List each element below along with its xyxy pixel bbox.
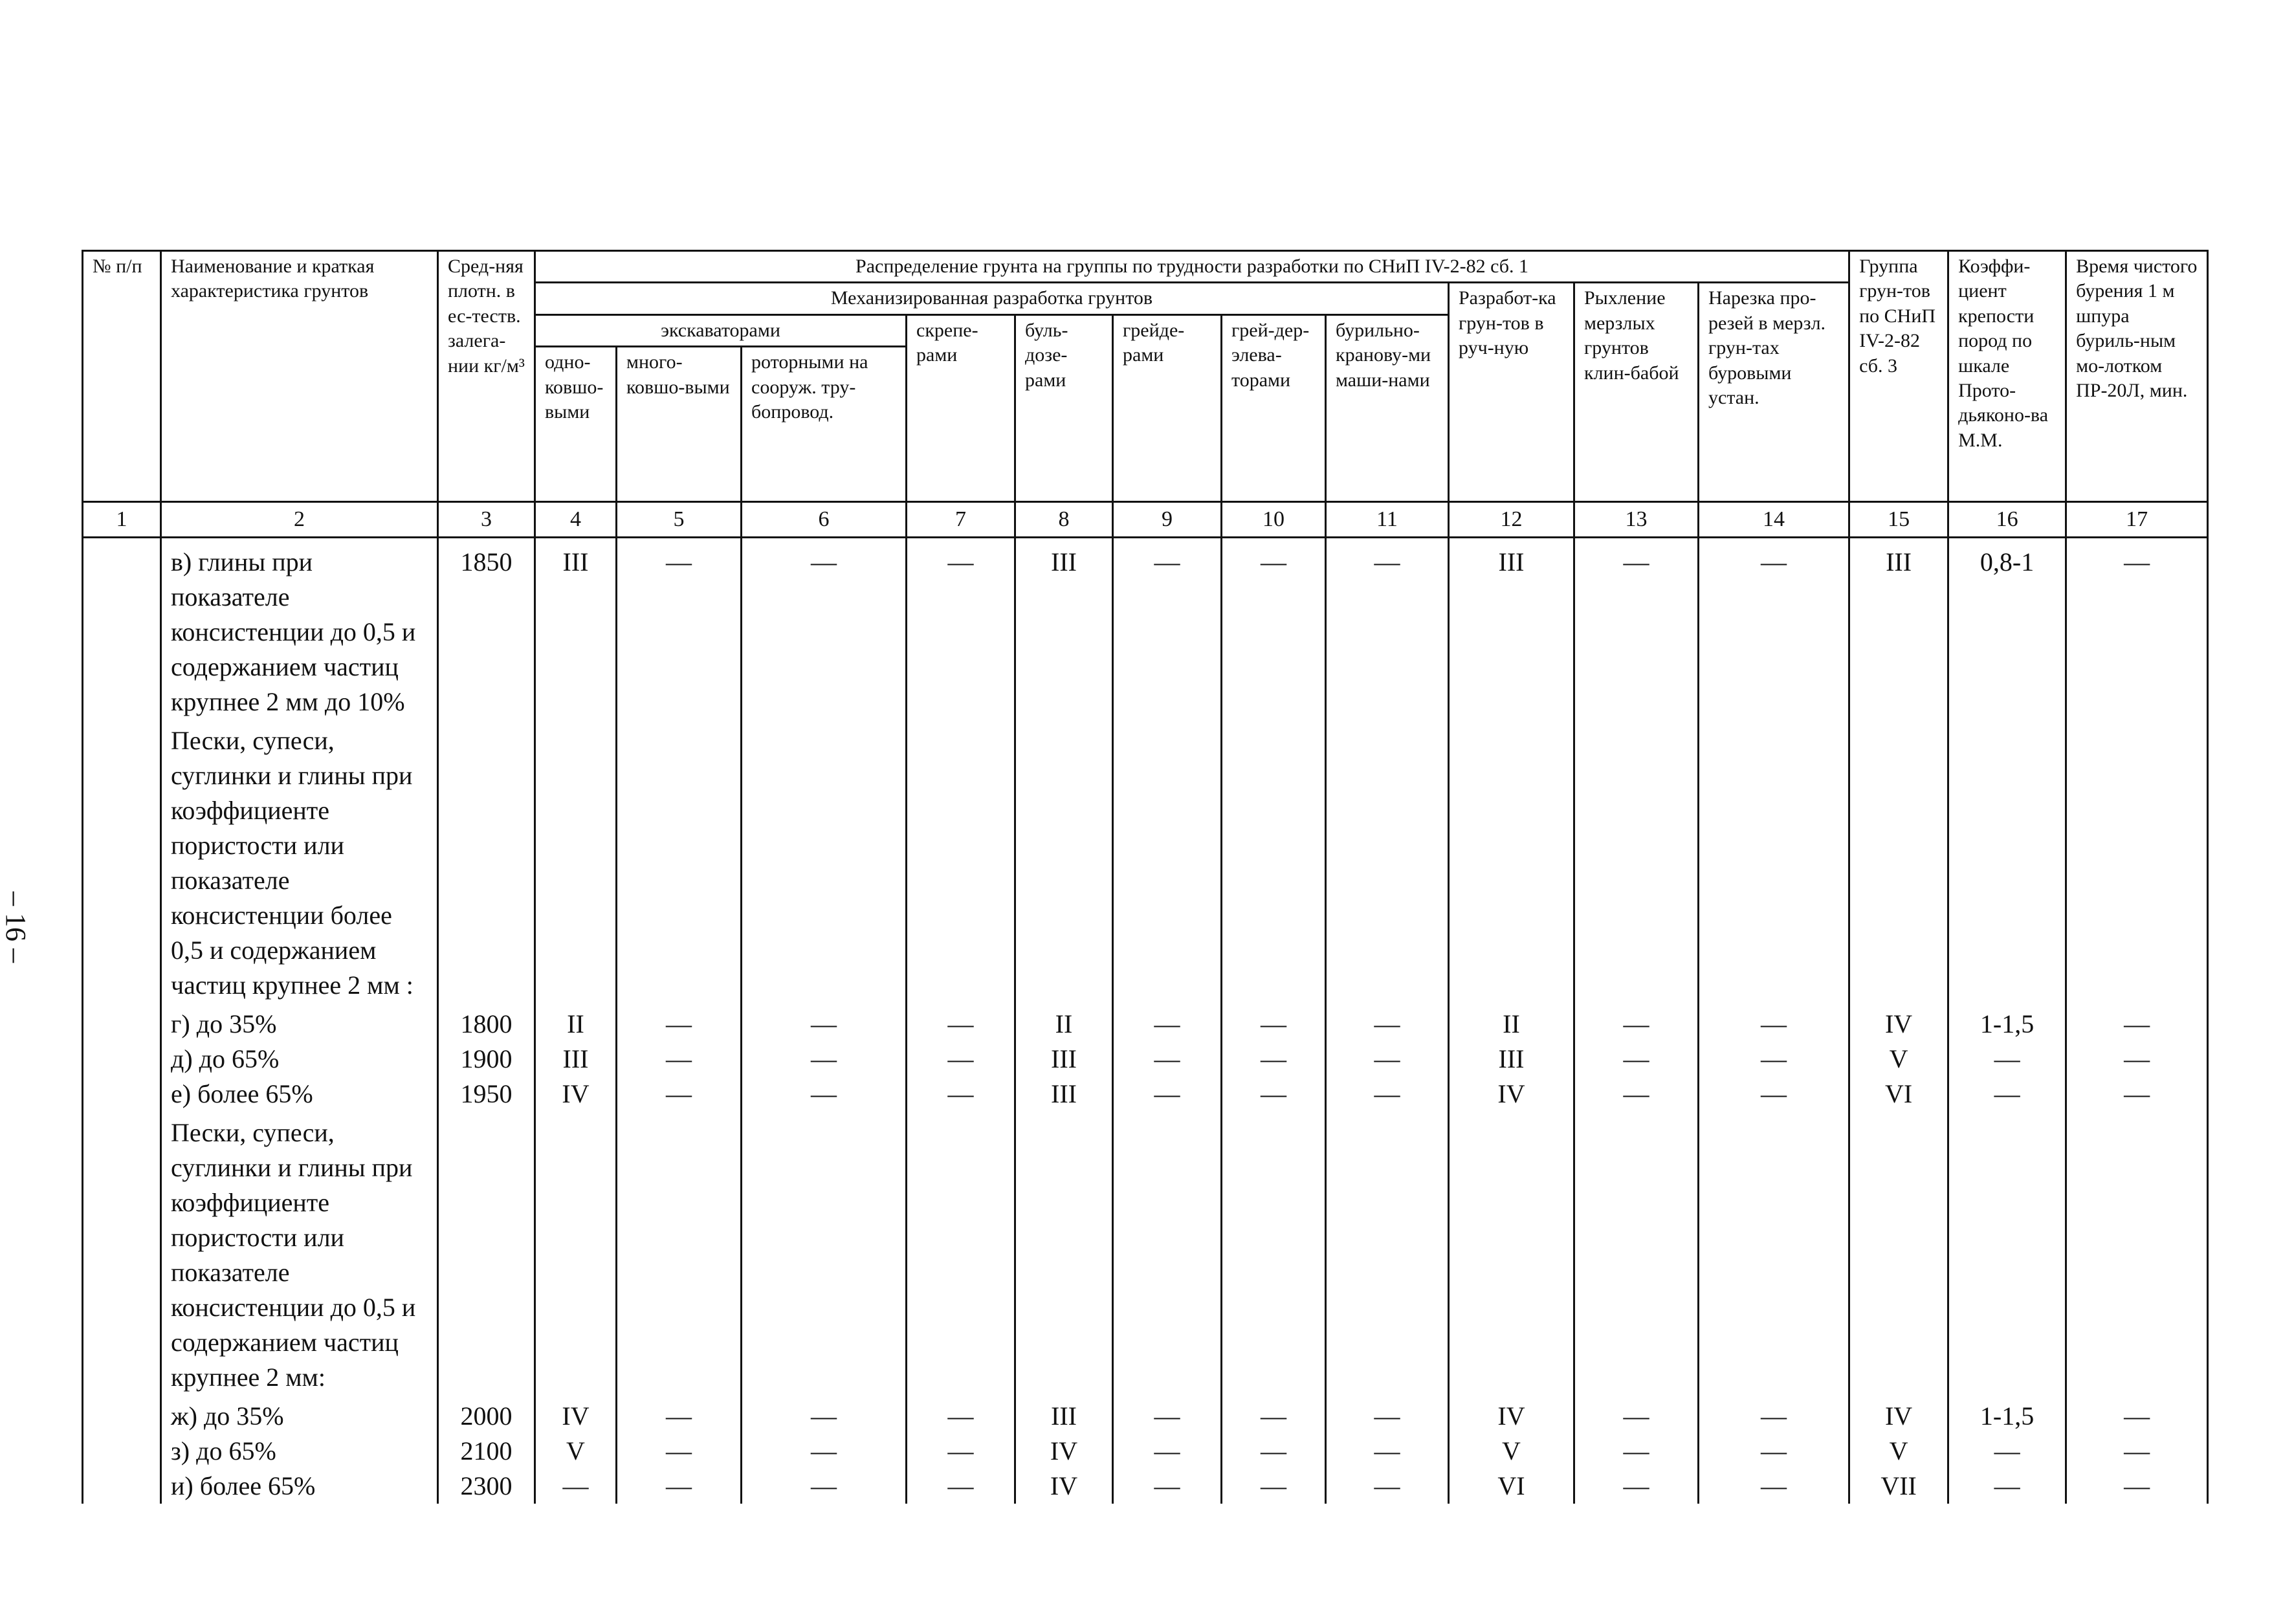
group-value-c12: V — [1449, 1434, 1574, 1469]
header-drill-crane: бурильно-кранову-ми маши-нами — [1326, 314, 1449, 501]
group-value-c11: — — [1326, 1434, 1449, 1469]
density-value: 2000 — [438, 1399, 535, 1434]
table-row — [83, 1042, 2208, 1077]
header-number: № п/п — [83, 251, 161, 502]
group-value-c14: — — [1699, 1077, 1849, 1112]
group-value-c10: — — [1222, 1042, 1326, 1077]
group-value-c14: — — [1699, 538, 1849, 720]
group-value-c15: IV — [1849, 1399, 1948, 1434]
header-manual: Разработ-ка грун-тов в руч-ную — [1449, 283, 1574, 502]
row-number-cell — [83, 1042, 161, 1077]
density-value: 1900 — [438, 1042, 535, 1077]
group-value-c11: — — [1326, 1042, 1449, 1077]
group-value-c17: — — [2066, 1042, 2208, 1077]
group-value-c14 — [1699, 1112, 1849, 1399]
group-value-c6: — — [742, 1399, 907, 1434]
group-value-c5: — — [617, 538, 742, 720]
group-value-c7: — — [907, 1399, 1015, 1434]
group-value-c12: IV — [1449, 1077, 1574, 1112]
soil-description: ж) до 35% — [161, 1399, 438, 1434]
group-value-c8: III — [1015, 1399, 1113, 1434]
soil-description: з) до 65% — [161, 1434, 438, 1469]
group-value-c16 — [1948, 719, 2066, 1007]
density-value — [438, 1112, 535, 1399]
group-value-c6: — — [742, 1007, 907, 1042]
page-number: – 16 – — [0, 892, 32, 963]
column-number: 4 — [535, 502, 617, 538]
group-value-c6: — — [742, 538, 907, 720]
group-value-c14: — — [1699, 1399, 1849, 1434]
group-value-c7: — — [907, 538, 1015, 720]
group-value-c8: III — [1015, 1042, 1113, 1077]
group-value-c14 — [1699, 719, 1849, 1007]
row-number-cell — [83, 1434, 161, 1469]
group-value-c15 — [1849, 1112, 1948, 1399]
group-value-c5: — — [617, 1434, 742, 1469]
group-value-c13 — [1574, 719, 1699, 1007]
group-value-c6: — — [742, 1434, 907, 1469]
group-value-c14: — — [1699, 1434, 1849, 1469]
group-value-c8: IV — [1015, 1434, 1113, 1469]
group-value-c8: III — [1015, 1077, 1113, 1112]
row-number-cell — [83, 1399, 161, 1434]
header-frozen-cutting: Нарезка про-резей в мерзл. грун-тах буровыми устан. — [1699, 283, 1849, 502]
header-excavators: экскаваторами — [535, 314, 907, 346]
group-value-c16: 1-1,5 — [1948, 1007, 2066, 1042]
group-value-c13: — — [1574, 1007, 1699, 1042]
group-value-c9: — — [1113, 1077, 1222, 1112]
group-value-c9: — — [1113, 1007, 1222, 1042]
table-row — [83, 719, 2208, 1007]
group-value-c11: — — [1326, 1007, 1449, 1042]
group-value-c8: III — [1015, 538, 1113, 720]
group-value-c17: — — [2066, 1399, 2208, 1434]
column-number: 3 — [438, 502, 535, 538]
row-number-cell — [83, 1112, 161, 1399]
column-number-row — [83, 502, 2208, 538]
group-value-c17: — — [2066, 1434, 2208, 1469]
column-number: 14 — [1699, 502, 1849, 538]
group-value-c5: — — [617, 1469, 742, 1504]
soil-description: Пески, супеси, суглинки и глины при коэффициенте пористости или показателе консистенции до 0,5 и содержанием частиц крупнее 2 мм: — [161, 1112, 438, 1399]
group-value-c4: IV — [535, 1077, 617, 1112]
header-distribution: Распределение грунта на группы по трудности разработки по СНиП IV-2-82 сб. 1 — [535, 251, 1849, 283]
group-value-c14: — — [1699, 1007, 1849, 1042]
group-value-c17: — — [2066, 1007, 2208, 1042]
group-value-c5: — — [617, 1042, 742, 1077]
group-value-c11 — [1326, 1112, 1449, 1399]
header-grader-elevators: грей-дер-элева-торами — [1222, 314, 1326, 501]
group-value-c13: — — [1574, 538, 1699, 720]
group-value-c13 — [1574, 1112, 1699, 1399]
group-value-c5: — — [617, 1077, 742, 1112]
group-value-c17: — — [2066, 538, 2208, 720]
density-value: 1800 — [438, 1007, 535, 1042]
group-value-c17 — [2066, 719, 2208, 1007]
header-rotary: роторными на сооруж. тру-бопровод. — [742, 347, 907, 502]
group-value-c15: IV — [1849, 1007, 1948, 1042]
header-multi-bucket: много-ковшо-выми — [617, 347, 742, 502]
column-number: 17 — [2066, 502, 2208, 538]
group-value-c6: — — [742, 1077, 907, 1112]
column-number: 8 — [1015, 502, 1113, 538]
soil-description: д) до 65% — [161, 1042, 438, 1077]
header-mechanized: Механизированная разработка грунтов — [535, 283, 1449, 314]
group-value-c10: — — [1222, 538, 1326, 720]
group-value-c7: — — [907, 1469, 1015, 1504]
group-value-c7 — [907, 1112, 1015, 1399]
group-value-c6 — [742, 1112, 907, 1399]
group-value-c9 — [1113, 719, 1222, 1007]
group-value-c12: III — [1449, 538, 1574, 720]
group-value-c17: — — [2066, 1469, 2208, 1504]
header-density: Сред-няя плотн. в ес-теств. залега-нии кг/м³ — [438, 251, 535, 502]
group-value-c11: — — [1326, 1469, 1449, 1504]
density-value — [438, 719, 535, 1007]
column-number: 12 — [1449, 502, 1574, 538]
soil-description: е) более 65% — [161, 1077, 438, 1112]
group-value-c5: — — [617, 1399, 742, 1434]
header-bulldozers: буль-дозе-рами — [1015, 314, 1113, 501]
table-row — [83, 1007, 2208, 1042]
group-value-c14: — — [1699, 1042, 1849, 1077]
group-value-c4: V — [535, 1434, 617, 1469]
group-value-c14: — — [1699, 1469, 1849, 1504]
column-number: 1 — [83, 502, 161, 538]
soil-description: г) до 35% — [161, 1007, 438, 1042]
group-value-c15: VI — [1849, 1077, 1948, 1112]
group-value-c12: III — [1449, 1042, 1574, 1077]
group-value-c11 — [1326, 719, 1449, 1007]
group-value-c4 — [535, 719, 617, 1007]
group-value-c8: IV — [1015, 1469, 1113, 1504]
soil-description: в) глины при показателе консистенции до 0,5 и содержанием частиц крупнее 2 мм до 10% — [161, 538, 438, 720]
group-value-c17 — [2066, 1112, 2208, 1399]
group-value-c12 — [1449, 719, 1574, 1007]
group-value-c5: — — [617, 1007, 742, 1042]
table-row — [83, 1469, 2208, 1504]
group-value-c13: — — [1574, 1077, 1699, 1112]
table-row — [83, 1434, 2208, 1469]
group-value-c9: — — [1113, 1399, 1222, 1434]
group-value-c4: II — [535, 1007, 617, 1042]
group-value-c8 — [1015, 1112, 1113, 1399]
group-value-c15: V — [1849, 1042, 1948, 1077]
group-value-c11: — — [1326, 538, 1449, 720]
group-value-c4: III — [535, 1042, 617, 1077]
table-row — [83, 538, 2208, 720]
group-value-c17: — — [2066, 1077, 2208, 1112]
group-value-c10: — — [1222, 1077, 1326, 1112]
header-single-bucket: одно-ковшо-выми — [535, 347, 617, 502]
group-value-c16 — [1948, 1112, 2066, 1399]
header-graders: грейде-рами — [1113, 314, 1222, 501]
row-number-cell — [83, 538, 161, 720]
column-number: 11 — [1326, 502, 1449, 538]
group-value-c16: — — [1948, 1469, 2066, 1504]
group-value-c11: — — [1326, 1399, 1449, 1434]
soil-description: Пески, супеси, суглинки и глины при коэффициенте пористости или показателе консистенции более 0,5 и содержанием частиц крупнее 2 мм : — [161, 719, 438, 1007]
group-value-c10: — — [1222, 1469, 1326, 1504]
group-value-c6: — — [742, 1042, 907, 1077]
column-number: 13 — [1574, 502, 1699, 538]
row-number-cell — [83, 1469, 161, 1504]
soil-classification-table — [82, 250, 2209, 1504]
group-value-c15: V — [1849, 1434, 1948, 1469]
group-value-c9: — — [1113, 1434, 1222, 1469]
group-value-c16: 1-1,5 — [1948, 1399, 2066, 1434]
row-number-cell — [83, 1077, 161, 1112]
group-value-c16: — — [1948, 1434, 2066, 1469]
table-row — [83, 1112, 2208, 1399]
group-value-c7: — — [907, 1077, 1015, 1112]
group-value-c7: — — [907, 1042, 1015, 1077]
group-value-c12: II — [1449, 1007, 1574, 1042]
group-value-c9: — — [1113, 538, 1222, 720]
column-number: 16 — [1948, 502, 2066, 538]
group-value-c10: — — [1222, 1399, 1326, 1434]
column-number: 7 — [907, 502, 1015, 538]
group-value-c12: IV — [1449, 1399, 1574, 1434]
group-value-c7 — [907, 719, 1015, 1007]
header-soil-name: Наименование и краткая характеристика грунтов — [161, 251, 438, 502]
density-value: 1850 — [438, 538, 535, 720]
group-value-c7: — — [907, 1434, 1015, 1469]
group-value-c9: — — [1113, 1042, 1222, 1077]
group-value-c15: VII — [1849, 1469, 1948, 1504]
soil-classification-table-container — [82, 250, 2207, 1501]
group-value-c8 — [1015, 719, 1113, 1007]
group-value-c9: — — [1113, 1469, 1222, 1504]
column-number: 6 — [742, 502, 907, 538]
group-value-c4: — — [535, 1469, 617, 1504]
group-value-c10 — [1222, 1112, 1326, 1399]
group-value-c5 — [617, 1112, 742, 1399]
row-number-cell — [83, 1007, 161, 1042]
group-value-c5 — [617, 719, 742, 1007]
group-value-c12: VI — [1449, 1469, 1574, 1504]
group-value-c4 — [535, 1112, 617, 1399]
group-value-c13: — — [1574, 1042, 1699, 1077]
group-value-c13: — — [1574, 1469, 1699, 1504]
group-value-c16: — — [1948, 1077, 2066, 1112]
group-value-c16: — — [1948, 1042, 2066, 1077]
group-value-c7: — — [907, 1007, 1015, 1042]
column-number: 2 — [161, 502, 438, 538]
row-number-cell — [83, 719, 161, 1007]
group-value-c8: II — [1015, 1007, 1113, 1042]
table-row — [83, 1399, 2208, 1434]
table-row — [83, 1077, 2208, 1112]
header-hardness: Коэффи-циент крепости пород по шкале Прото-дьяконо-ва М.М. — [1948, 251, 2066, 502]
group-value-c6 — [742, 719, 907, 1007]
group-value-c16: 0,8-1 — [1948, 538, 2066, 720]
group-value-c12 — [1449, 1112, 1574, 1399]
header-frozen-loosening: Рыхление мерзлых грунтов клин-бабой — [1574, 283, 1699, 502]
group-value-c10 — [1222, 719, 1326, 1007]
header-scrapers: скрепе-рами — [907, 314, 1015, 501]
group-value-c10: — — [1222, 1007, 1326, 1042]
group-value-c6: — — [742, 1469, 907, 1504]
group-value-c4: III — [535, 538, 617, 720]
density-value: 1950 — [438, 1077, 535, 1112]
group-value-c11: — — [1326, 1077, 1449, 1112]
group-value-c15: III — [1849, 538, 1948, 720]
group-value-c13: — — [1574, 1399, 1699, 1434]
group-value-c15 — [1849, 719, 1948, 1007]
group-value-c13: — — [1574, 1434, 1699, 1469]
header-drilling-time: Время чистого бурения 1 м шпура буриль-ным мо-лотком ПР-20Л, мин. — [2066, 251, 2208, 502]
group-value-c10: — — [1222, 1434, 1326, 1469]
column-number: 15 — [1849, 502, 1948, 538]
column-number: 5 — [617, 502, 742, 538]
density-value: 2100 — [438, 1434, 535, 1469]
column-number: 9 — [1113, 502, 1222, 538]
group-value-c4: IV — [535, 1399, 617, 1434]
soil-description: и) более 65% — [161, 1469, 438, 1504]
density-value: 2300 — [438, 1469, 535, 1504]
group-value-c9 — [1113, 1112, 1222, 1399]
column-number: 10 — [1222, 502, 1326, 538]
header-group-snip: Группа грун-тов по СНиП IV-2-82 сб. 3 — [1849, 251, 1948, 502]
